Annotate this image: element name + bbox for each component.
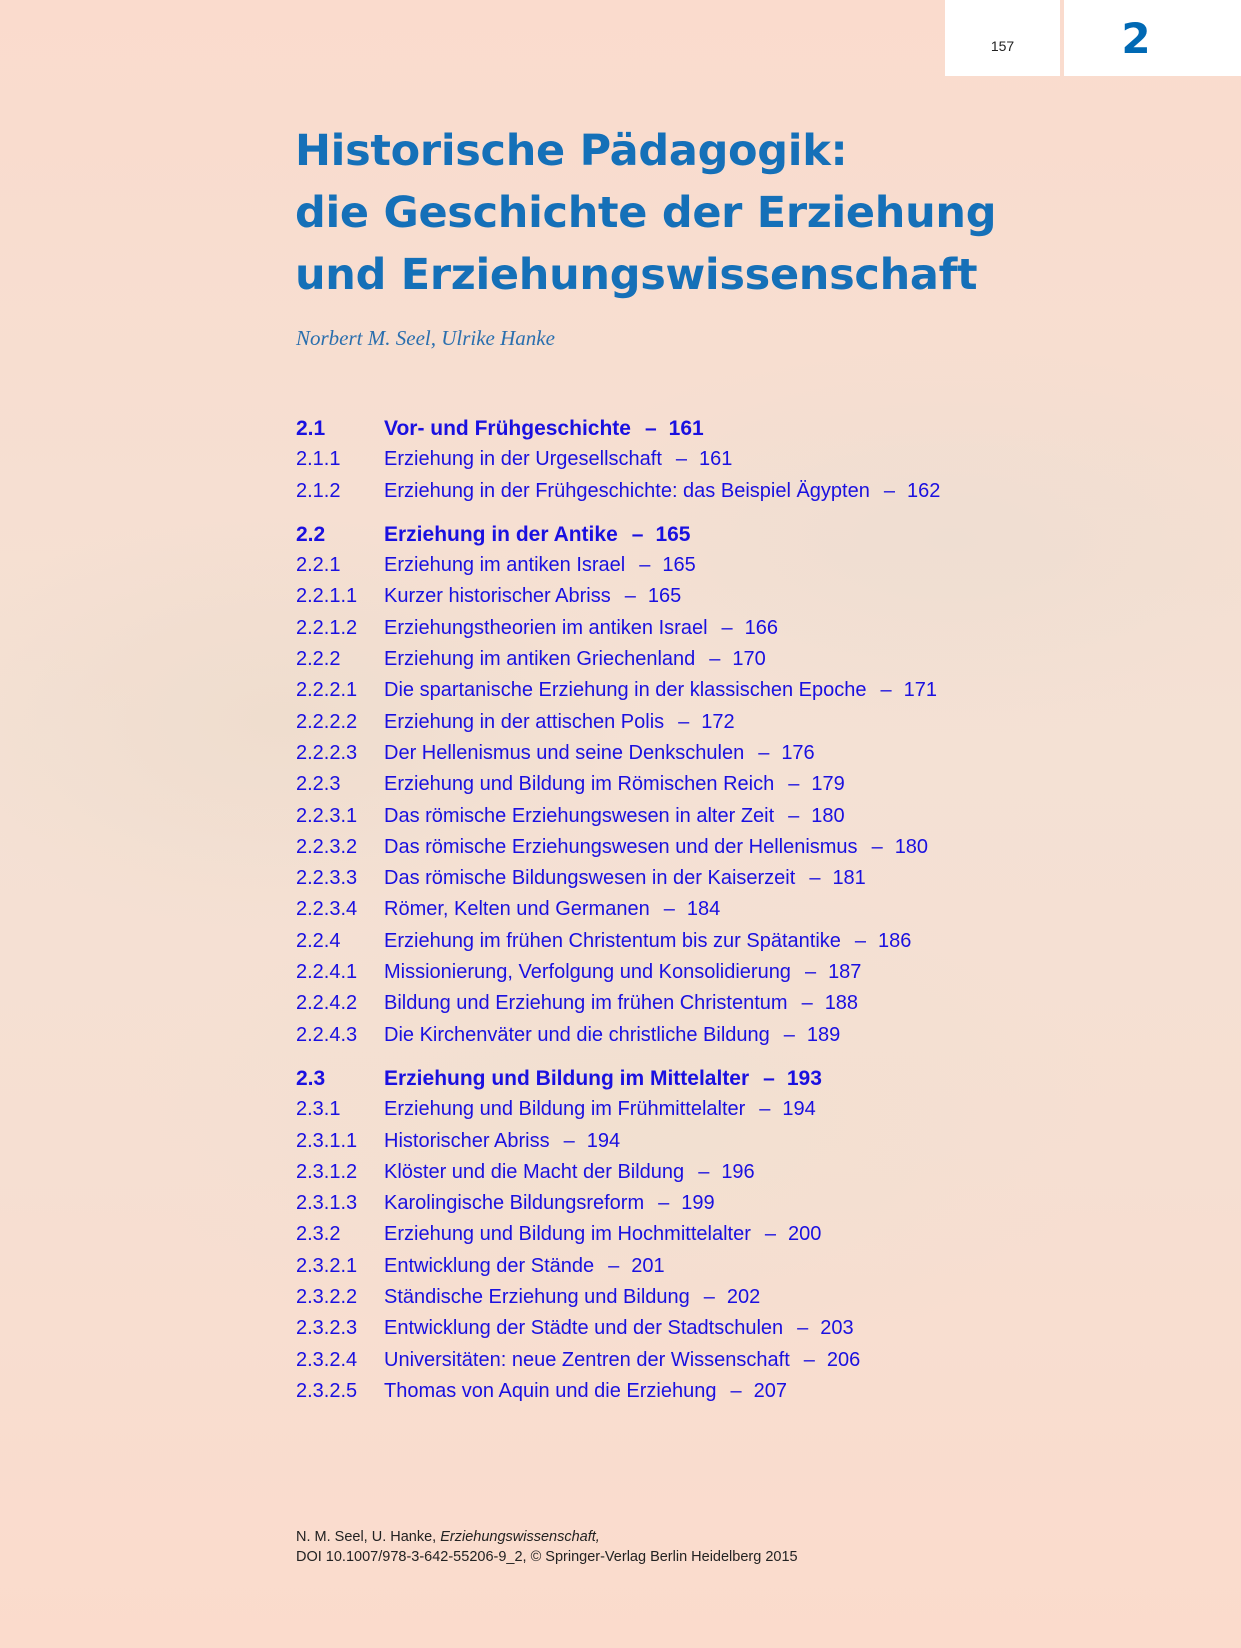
toc-entry-title[interactable]: Erziehung und Bildung im Mittelalter	[384, 1066, 750, 1090]
toc-entry-page[interactable]: 200	[787, 1223, 822, 1246]
toc-entry-title[interactable]: Das römische Bildungswesen in der Kaiserzeit	[384, 867, 796, 890]
toc-entry-title[interactable]: Missionierung, Verfolgung und Konsolidierung	[384, 961, 791, 984]
toc-entry-number: 2.2.3	[296, 773, 341, 796]
toc-entry-title[interactable]: Erziehung in der Frühgeschichte: das Beispiel Ägypten	[384, 479, 870, 502]
toc-entry-separator: –	[644, 417, 657, 440]
toc-entry-number: 2.3.1.1	[296, 1129, 358, 1152]
toc-entry-number: 2.3.1	[296, 1098, 341, 1121]
toc-entry-title[interactable]: Karolingische Bildungsreform	[384, 1192, 645, 1215]
toc-entry[interactable]	[296, 1317, 1196, 1348]
toc-entry[interactable]	[296, 480, 1196, 511]
toc-entry-title[interactable]: Vor- und Frühgeschichte	[384, 417, 631, 440]
toc-entry-separator: –	[854, 929, 867, 952]
toc-entry-page[interactable]: 166	[744, 616, 779, 639]
toc-entry-page[interactable]: 196	[721, 1160, 755, 1183]
toc-entry-title[interactable]: Ständische Erziehung und Bildung	[384, 1286, 690, 1309]
toc-entry-separator: –	[624, 585, 636, 608]
toc-entry[interactable]	[296, 1098, 1196, 1129]
toc-entry-title[interactable]: Erziehung und Bildung im Hochmittelalter	[384, 1223, 751, 1246]
toc-entry-page[interactable]: 186	[878, 929, 912, 952]
toc-entry-title[interactable]: Erziehungstheorien im antiken Israel	[384, 616, 708, 639]
toc-entry-title[interactable]: Der Hellenismus und seine Denkschulen	[384, 741, 745, 764]
toc-entry-number: 2.2.4	[296, 929, 341, 952]
toc-entry-title[interactable]: Klöster und die Macht der Bildung	[384, 1160, 685, 1183]
toc-entry[interactable]	[296, 711, 1196, 742]
toc-entry-title[interactable]: Universitäten: neue Zentren der Wissenschaft	[384, 1348, 790, 1371]
toc-entry-number: 2.1.1	[296, 448, 341, 471]
toc-entry-separator: –	[797, 1317, 809, 1340]
toc-entry-separator: –	[788, 804, 800, 827]
toc-entry-title[interactable]: Bildung und Erziehung im frühen Christentum	[384, 992, 788, 1015]
toc-entry[interactable]	[296, 1130, 1196, 1161]
toc-entry-number: 2.3.2.2	[296, 1286, 358, 1309]
citation-line-1	[296, 1527, 798, 1547]
toc-entry-separator: –	[883, 479, 895, 502]
table-of-contents	[296, 417, 1196, 1411]
toc-entry-title[interactable]: Entwicklung der Städte und der Stadtschulen	[384, 1317, 784, 1340]
toc-entry[interactable]	[296, 679, 1196, 710]
toc-entry[interactable]	[296, 1255, 1196, 1286]
toc-entry[interactable]	[296, 992, 1196, 1023]
toc-entry[interactable]	[296, 417, 1196, 448]
toc-entry-separator: –	[698, 1160, 710, 1183]
chapter-authors: Norbert M. Seel, Ulrike Hanke	[296, 326, 555, 350]
toc-entry-number: 2.1.2	[296, 479, 341, 502]
toc-entry-page[interactable]: 184	[686, 898, 721, 921]
toc-entry[interactable]	[296, 836, 1196, 867]
toc-entry-number: 2.2.2.3	[296, 741, 358, 764]
toc-entry-number: 2.2.1	[296, 554, 341, 577]
toc-entry-page[interactable]: 187	[828, 961, 862, 984]
toc-entry[interactable]	[296, 930, 1196, 961]
toc-entry-title[interactable]: Entwicklung der Stände	[384, 1254, 595, 1277]
toc-entry-number: 2.2.3.1	[296, 804, 358, 827]
toc-entry-number: 2.2.4.3	[296, 1023, 358, 1046]
toc-entry-separator: –	[675, 448, 688, 471]
toc-entry-number: 2.3	[296, 1066, 326, 1090]
toc-entry-separator: –	[880, 679, 892, 702]
toc-entry-number: 2.3.2.4	[296, 1348, 358, 1371]
toc-entry-separator: –	[871, 835, 883, 858]
toc-entry-title[interactable]: Erziehung in der Antike	[384, 522, 618, 546]
toc-entry[interactable]	[296, 1161, 1196, 1192]
toc-entry-title[interactable]: Historischer Abriss	[384, 1129, 550, 1152]
toc-entry-separator: –	[763, 1066, 775, 1090]
toc-entry-title[interactable]: Erziehung und Bildung im Römischen Reich	[384, 773, 775, 796]
toc-entry-number: 2.3.2	[296, 1223, 341, 1246]
toc-entry-page[interactable]: 165	[647, 585, 682, 608]
toc-entry-number: 2.2.4.1	[296, 961, 358, 984]
toc-entry-separator: –	[788, 773, 800, 796]
toc-entry-title[interactable]: Erziehung im antiken Griechenland	[384, 648, 696, 671]
chapter-title-line: und Erziehungswissenschaft	[295, 250, 978, 300]
toc-entry-separator: –	[809, 867, 821, 890]
toc-entry-page[interactable]: 207	[753, 1379, 787, 1402]
toc-entry-title[interactable]: Thomas von Aquin und die Erziehung	[384, 1379, 717, 1402]
toc-entry[interactable]	[296, 773, 1196, 804]
toc-entry-separator: –	[563, 1129, 575, 1152]
toc-entry-page[interactable]: 179	[811, 773, 845, 796]
toc-entry-page[interactable]: 180	[811, 804, 845, 827]
toc-entry-number: 2.2.2	[296, 648, 341, 671]
toc-entry-page[interactable]: 202	[726, 1286, 761, 1309]
toc-entry-separator: –	[703, 1286, 715, 1309]
toc-entry-page[interactable]: 170	[732, 648, 766, 671]
toc-entry-separator: –	[631, 522, 644, 546]
toc-entry[interactable]	[296, 1067, 1196, 1098]
toc-entry-separator: –	[804, 961, 817, 984]
toc-entry-number: 2.2.1.1	[296, 585, 358, 608]
toc-entry[interactable]	[296, 961, 1196, 992]
toc-entry[interactable]	[296, 1024, 1196, 1055]
toc-entry-separator: –	[678, 710, 690, 733]
toc-entry-number: 2.2.3.2	[296, 835, 358, 858]
citation-line-2: DOI 10.1007/978-3-642-55206-9_2, © Springer-Verlag Berlin Heidelberg 2015	[296, 1549, 798, 1565]
toc-entry-page[interactable]: 171	[903, 679, 937, 702]
toc-entry-separator: –	[658, 1192, 670, 1215]
toc-entry-page[interactable]: 188	[824, 992, 859, 1015]
toc-entry-page[interactable]: 206	[826, 1348, 861, 1371]
chapter-title-line: Historische Pädagogik:	[295, 126, 848, 176]
toc-entry-number: 2.3.2.5	[296, 1379, 358, 1402]
toc-entry-separator: –	[721, 616, 733, 639]
toc-entry-title[interactable]: Das römische Erziehungswesen und der Hellenismus	[384, 835, 858, 858]
toc-entry-page[interactable]: 180	[894, 835, 929, 858]
toc-entry[interactable]	[296, 554, 1196, 585]
toc-entry-separator: –	[639, 554, 651, 577]
toc-entry[interactable]	[296, 867, 1196, 898]
chapter-title-line: die Geschichte der Erziehung	[295, 188, 997, 238]
toc-entry-number: 2.2.3.4	[296, 898, 358, 921]
toc-entry-separator: –	[759, 1098, 771, 1121]
toc-entry-separator: –	[663, 898, 675, 921]
toc-entry-number: 2.2	[296, 522, 326, 546]
citation-footer	[296, 1527, 798, 1567]
toc-entry-number: 2.3.1.2	[296, 1160, 358, 1183]
toc-entry[interactable]	[296, 1380, 1196, 1411]
toc-entry-separator: –	[730, 1379, 742, 1402]
toc-entry-page[interactable]: 161	[668, 417, 704, 440]
toc-entry-number: 2.2.2.1	[296, 679, 358, 702]
toc-entry-title[interactable]: Die Kirchenväter und die christliche Bildung	[384, 1023, 770, 1046]
toc-entry-page[interactable]: 203	[820, 1317, 854, 1340]
toc-entry-number: 2.3.2.1	[296, 1254, 358, 1277]
toc-entry-page[interactable]: 194	[782, 1098, 816, 1121]
toc-entry-title[interactable]: Erziehung in der attischen Polis	[384, 710, 665, 733]
citation-book-title: Erziehungswissenschaft,	[440, 1529, 600, 1545]
toc-entry-separator: –	[709, 648, 721, 671]
toc-entry-number: 2.2.2.2	[296, 710, 358, 733]
toc-entry-title[interactable]: Kurzer historischer Abriss	[384, 585, 611, 608]
toc-entry[interactable]	[296, 1192, 1196, 1223]
toc-entry-title[interactable]: Die spartanische Erziehung in der klassischen Epoche	[384, 679, 867, 702]
toc-entry-separator: –	[764, 1223, 776, 1246]
chapter-title	[295, 120, 1195, 306]
toc-entry-page[interactable]: 199	[681, 1192, 715, 1215]
toc-entry[interactable]	[296, 898, 1196, 929]
toc-entry[interactable]	[296, 1223, 1196, 1254]
toc-entry-title[interactable]: Erziehung in der Urgesellschaft	[384, 448, 662, 471]
toc-entry[interactable]	[296, 742, 1196, 773]
toc-entry-title[interactable]: Das römische Erziehungswesen in alter Zeit	[384, 804, 775, 827]
toc-entry-page[interactable]: 162	[906, 479, 941, 502]
toc-entry[interactable]	[296, 585, 1196, 616]
toc-entry-page[interactable]: 161	[699, 448, 733, 471]
toc-entry-title[interactable]: Erziehung im antiken Israel	[384, 554, 626, 577]
toc-entry-page[interactable]: 165	[655, 522, 691, 546]
page-number: 157	[990, 38, 1015, 54]
toc-entry-title[interactable]: Erziehung im frühen Christentum bis zur Spätantike	[384, 929, 841, 952]
chapter-number: 2	[1121, 14, 1151, 63]
toc-entry-separator: –	[758, 741, 770, 764]
toc-entry-page[interactable]: 176	[781, 741, 815, 764]
toc-entry-number: 2.2.1.2	[296, 616, 358, 639]
toc-entry-separator: –	[608, 1254, 620, 1277]
toc-entry[interactable]	[296, 448, 1196, 479]
toc-entry-page[interactable]: 201	[631, 1254, 665, 1277]
citation-authors: N. M. Seel, U. Hanke,	[296, 1529, 441, 1545]
toc-entry-page[interactable]: 193	[786, 1066, 822, 1090]
toc-entry[interactable]	[296, 1349, 1196, 1380]
toc-entry-page[interactable]: 165	[662, 554, 696, 577]
toc-entry[interactable]	[296, 805, 1196, 836]
toc-entry-number: 2.2.3.3	[296, 867, 358, 890]
toc-entry-number: 2.3.2.3	[296, 1317, 358, 1340]
toc-entry-page[interactable]: 194	[586, 1129, 621, 1152]
toc-entry-number: 2.2.4.2	[296, 992, 358, 1015]
toc-entry[interactable]	[296, 1286, 1196, 1317]
toc-entry-title[interactable]: Römer, Kelten und Germanen	[384, 898, 650, 921]
toc-entry-page[interactable]: 172	[701, 710, 735, 733]
toc-entry-separator: –	[803, 1348, 815, 1371]
toc-entry-page[interactable]: 189	[806, 1023, 841, 1046]
toc-entry-title[interactable]: Erziehung und Bildung im Frühmittelalter	[384, 1098, 746, 1121]
toc-entry-separator: –	[801, 992, 813, 1015]
toc-entry[interactable]	[296, 523, 1196, 554]
toc-entry-page[interactable]: 181	[832, 867, 866, 890]
toc-entry-separator: –	[783, 1023, 795, 1046]
toc-entry[interactable]	[296, 648, 1196, 679]
toc-entry-number: 2.1	[296, 417, 326, 440]
toc-entry[interactable]	[296, 617, 1196, 648]
toc-entry-number: 2.3.1.3	[296, 1192, 358, 1215]
